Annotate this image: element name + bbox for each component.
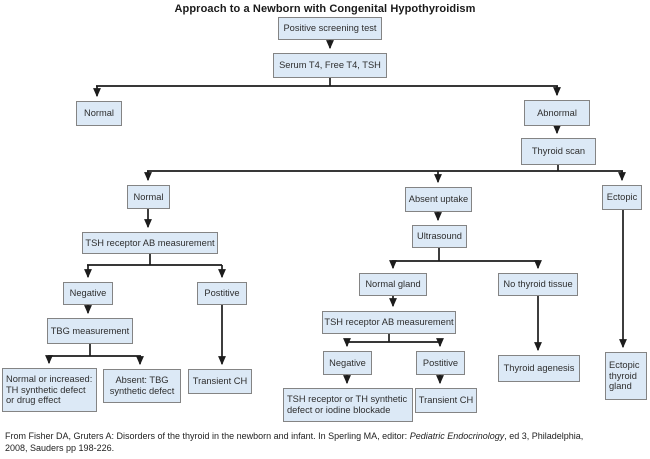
node-no-thyroid-tissue: No thyroid tissue <box>498 273 578 296</box>
caption-text: From Fisher DA, Gruters A: Disorders of the thyroid in the newborn and infant. In Sperling MA, editor: <box>5 431 410 441</box>
node-absent-tbg-synthetic-defect: Absent: TBG synthetic defect <box>103 369 181 403</box>
node-thyroid-scan: Thyroid scan <box>521 138 596 165</box>
node-positive-screening-test: Positive screening test <box>278 17 382 40</box>
caption-book-title: Pediatric Endocrinology <box>409 431 505 441</box>
node-tsh-receptor-ab-measurement-2: TSH receptor AB measurement <box>322 311 456 334</box>
node-ectopic-thyroid-gland: Ectopic thyroid gland <box>605 352 647 400</box>
node-thyroid-agenesis: Thyroid agenesis <box>498 355 580 382</box>
node-postitive-2: Postitive <box>416 351 465 375</box>
node-normal-gland: Normal gland <box>359 273 427 296</box>
caption-text: 2008, Sauders pp 198-226. <box>5 442 115 453</box>
node-negative-1: Negative <box>63 282 113 305</box>
node-postitive-1: Postitive <box>197 282 247 305</box>
node-abnormal: Abnormal <box>524 100 590 126</box>
node-normal-screen: Normal <box>76 101 122 126</box>
node-negative-2: Negative <box>323 351 372 375</box>
node-transient-ch-1: Transient CH <box>188 369 252 394</box>
caption-text: , ed 3, Philadelphia, <box>504 431 584 441</box>
page-title: Approach to a Newborn with Congenital Hypothyroidism <box>174 3 476 15</box>
node-tsh-receptor-or-th-synthetic-defect: TSH receptor or TH synthetic defect or iodine blockade <box>283 388 413 422</box>
node-transient-ch-2: Transient CH <box>415 388 477 413</box>
node-normal-or-increased-th-synthetic-defect: Normal or increased: TH synthetic defect or drug effect <box>2 368 97 412</box>
figure-caption <box>5 431 647 454</box>
node-tbg-measurement: TBG measurement <box>47 318 133 344</box>
node-serum-t4-free-t4-tsh: Serum T4, Free T4, TSH <box>273 53 387 78</box>
node-absent-uptake: Absent uptake <box>405 187 472 212</box>
node-tsh-receptor-ab-measurement-1: TSH receptor AB measurement <box>82 232 218 254</box>
node-ultrasound: Ultrasound <box>412 225 467 248</box>
node-normal-scan: Normal <box>127 185 170 209</box>
node-ectopic: Ectopic <box>602 185 642 210</box>
